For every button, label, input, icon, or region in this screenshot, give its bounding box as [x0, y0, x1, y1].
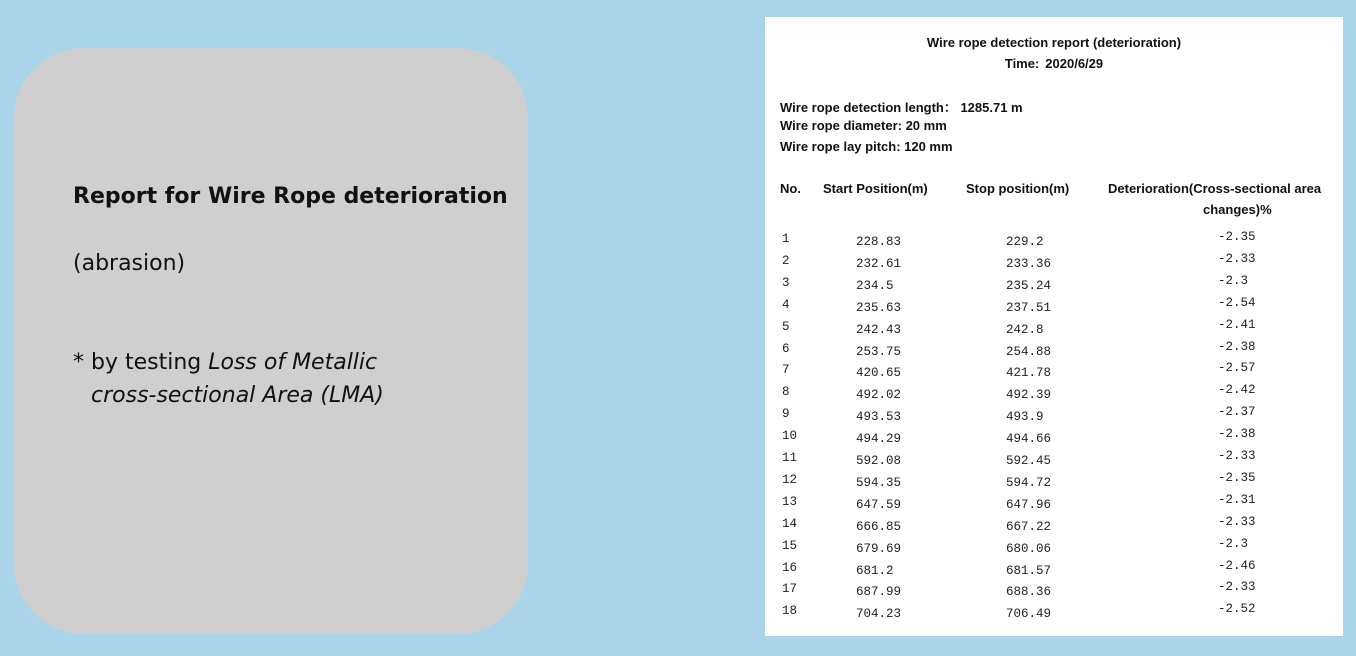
panel-subtitle: (abrasion) — [73, 251, 186, 276]
summary-panel — [14, 48, 528, 634]
row-number: 13 — [782, 494, 798, 509]
start-position: 592.08 — [856, 454, 902, 468]
row-number: 12 — [782, 472, 798, 487]
row-number: 14 — [782, 516, 798, 531]
time-value: 2020/6/29 — [1045, 56, 1104, 71]
stop-position: 681.57 — [1006, 563, 1052, 578]
stop-position: 421.78 — [1006, 366, 1052, 381]
stop-position: 680.06 — [1006, 541, 1052, 556]
row-number: 2 — [782, 253, 790, 268]
deterioration-value: -2.33 — [1218, 449, 1256, 463]
deterioration-value: -2.54 — [1218, 295, 1256, 310]
row-number: 10 — [782, 429, 798, 444]
row-number: 9 — [782, 407, 790, 422]
note-emphasis-2: cross-sectional Area (LMA) — [91, 383, 384, 408]
row-number: 18 — [782, 604, 798, 619]
row-number: 5 — [782, 319, 790, 334]
detection-length: Wire rope detection length： 1285.71 m — [780, 100, 1023, 115]
note-prefix: * by testing — [73, 350, 209, 375]
col-header-deterioration-2: changes)% — [1203, 202, 1272, 217]
stop-position: 706.49 — [1006, 607, 1052, 622]
panel-note — [73, 346, 513, 412]
start-position: 228.83 — [856, 235, 902, 249]
start-position: 493.53 — [856, 410, 902, 425]
start-position: 681.2 — [856, 563, 894, 578]
stop-position: 667.22 — [1006, 519, 1052, 534]
rope-diameter: Wire rope diameter: 20 mm — [780, 118, 947, 133]
deterioration-value: -2.3 — [1218, 273, 1249, 288]
deterioration-value: -2.31 — [1218, 492, 1256, 507]
stop-position: 254.88 — [1006, 344, 1052, 359]
row-number: 1 — [782, 232, 790, 246]
start-position: 235.63 — [856, 300, 902, 315]
deterioration-value: -2.52 — [1218, 602, 1256, 617]
deterioration-value: -2.37 — [1218, 405, 1256, 420]
stop-position: 237.51 — [1006, 300, 1052, 315]
stop-position: 494.66 — [1006, 432, 1052, 447]
deterioration-value: -2.33 — [1218, 580, 1256, 595]
lay-pitch: Wire rope lay pitch: 120 mm — [780, 139, 953, 154]
report-title: Wire rope detection report (deterioration) — [926, 35, 1182, 50]
start-position: 492.02 — [856, 388, 902, 403]
stop-position: 592.45 — [1006, 454, 1052, 468]
row-number: 17 — [782, 582, 798, 597]
stop-position: 242.8 — [1006, 322, 1044, 337]
time-label: Time: — [1004, 56, 1040, 71]
stop-position: 594.72 — [1006, 475, 1052, 490]
stop-position: 493.9 — [1006, 410, 1044, 425]
start-position: 594.35 — [856, 475, 902, 490]
row-number: 8 — [782, 385, 790, 400]
panel-title: Report for Wire Rope deterioration — [73, 184, 508, 209]
row-number: 11 — [782, 451, 798, 465]
detection-report — [765, 17, 1343, 636]
start-position: 704.23 — [856, 607, 902, 622]
stop-position: 647.96 — [1006, 497, 1052, 512]
start-position: 687.99 — [856, 585, 902, 600]
deterioration-value: -2.3 — [1218, 536, 1249, 551]
col-header-no: No. — [780, 181, 801, 196]
deterioration-value: -2.41 — [1218, 317, 1256, 332]
row-number: 3 — [782, 275, 790, 290]
deterioration-value: -2.35 — [1218, 470, 1256, 485]
row-number: 7 — [782, 363, 790, 378]
stop-position: 688.36 — [1006, 585, 1052, 600]
deterioration-value: -2.35 — [1218, 230, 1256, 244]
deterioration-value: -2.33 — [1218, 514, 1256, 529]
start-position: 420.65 — [856, 366, 902, 381]
row-number: 16 — [782, 560, 798, 575]
stop-position: 233.36 — [1006, 256, 1052, 271]
stop-position: 235.24 — [1006, 278, 1052, 293]
row-number: 6 — [782, 341, 790, 356]
start-position: 494.29 — [856, 432, 902, 447]
col-header-start: Start Position(m) — [823, 181, 928, 196]
start-position: 647.59 — [856, 497, 902, 512]
start-position: 234.5 — [856, 278, 894, 293]
deterioration-value: -2.46 — [1218, 558, 1256, 573]
start-position: 253.75 — [856, 344, 902, 359]
stop-position: 229.2 — [1006, 235, 1044, 249]
col-header-stop: Stop position(m) — [966, 181, 1070, 196]
start-position: 232.61 — [856, 256, 902, 271]
col-header-deterioration: Deterioration(Cross-sectional area — [1108, 181, 1322, 196]
deterioration-value: -2.57 — [1218, 361, 1256, 376]
start-position: 242.43 — [856, 322, 902, 337]
deterioration-value: -2.42 — [1218, 383, 1256, 398]
row-number: 15 — [782, 538, 798, 553]
report-time — [765, 56, 1343, 71]
start-position: 679.69 — [856, 541, 902, 556]
note-emphasis-1: Loss of Metallic — [208, 350, 378, 375]
deterioration-value: -2.38 — [1218, 427, 1256, 442]
row-number: 4 — [782, 297, 790, 312]
start-position: 666.85 — [856, 519, 902, 534]
deterioration-value: -2.38 — [1218, 339, 1256, 354]
deterioration-value: -2.33 — [1218, 251, 1256, 266]
stop-position: 492.39 — [1006, 388, 1052, 403]
